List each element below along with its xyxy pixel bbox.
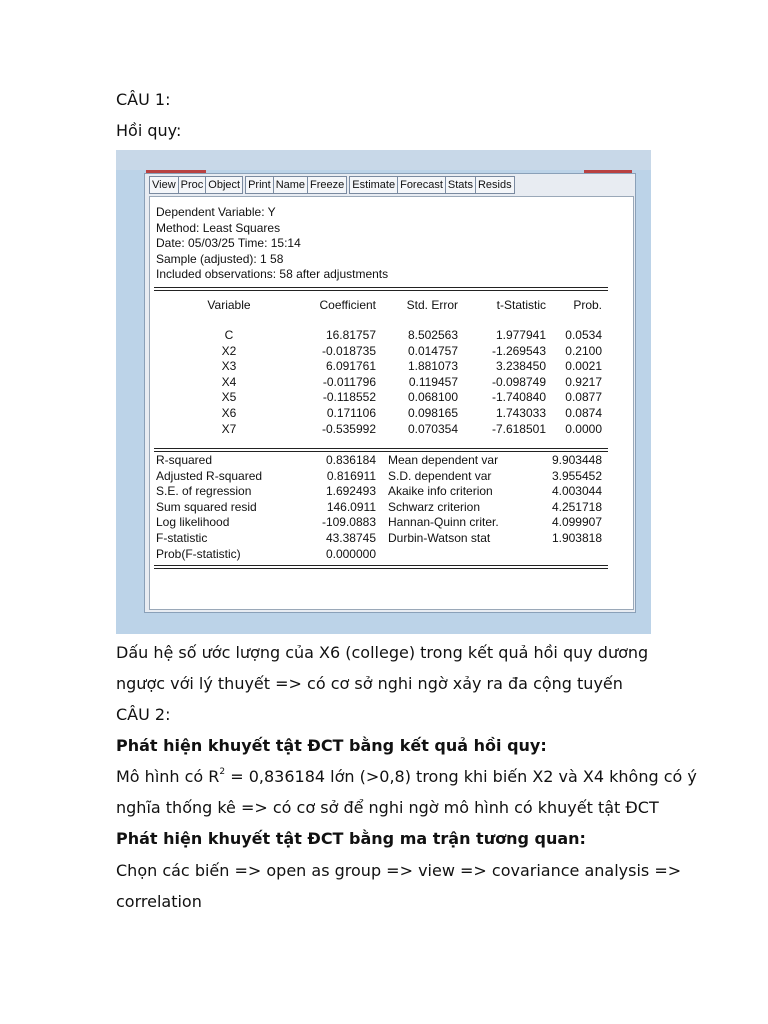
table-cell: 0.068100: [407, 390, 458, 405]
table-cell: 0.171106: [326, 406, 376, 420]
variable-name: X6: [221, 406, 237, 420]
stat-label: Log likelihood: [156, 515, 230, 530]
column-header: Std. Error: [406, 298, 458, 312]
table-cell: 1.881073: [407, 359, 458, 374]
variable-name: X4: [221, 374, 237, 389]
stat-value: 1.903818: [551, 531, 602, 545]
table-cell: 0.0000: [565, 421, 602, 436]
table-cell: 1.743033: [495, 406, 546, 420]
stat-label: Durbin-Watson stat: [388, 531, 491, 545]
r2-line-1: [116, 767, 728, 787]
table-cell: 0.0021: [565, 359, 602, 374]
stat-label: Mean dependent var: [388, 453, 499, 467]
stat-value: 4.251718: [551, 499, 602, 514]
table-cell: 0.0534: [565, 328, 602, 342]
eviews-screenshot: [116, 150, 651, 634]
column-header: Coefficient: [319, 298, 376, 312]
r2-line-2: nghĩa thống kê => có cơ sở để nghi ngờ mô hình có khuyết tật ĐCT: [116, 798, 659, 817]
r2-text-after: = 0,836184 lớn (>0,8) trong khi biến X2 và X4 không có ý: [225, 767, 697, 786]
table-cell: -7.618501: [491, 421, 546, 436]
toolbar-button-view[interactable]: View: [149, 176, 179, 194]
table-rule: [154, 287, 608, 288]
output-header-line: Included observations: 58 after adjustments: [156, 267, 389, 282]
table-rule: [154, 448, 608, 449]
table-cell: 0.098165: [407, 406, 458, 420]
toolbar-button-estimate[interactable]: Estimate: [349, 176, 398, 194]
column-header: t-Statistic: [496, 298, 546, 312]
equation-toolbar: [149, 176, 517, 194]
table-cell: -0.098749: [491, 374, 546, 389]
stat-value: 0.816911: [326, 468, 376, 483]
table-cell: 0.2100: [565, 343, 602, 358]
table-cell: 1.977941: [495, 328, 546, 342]
detect-regression-heading: Phát hiện khuyết tật ĐCT bằng kết quả hồi quy:: [116, 736, 547, 755]
table-cell: -0.118552: [322, 390, 376, 405]
output-header-line: Dependent Variable: Y: [156, 205, 276, 219]
toolbar-button-print[interactable]: Print: [245, 176, 274, 194]
stat-value: 4.099907: [551, 515, 602, 530]
toolbar-group: [245, 176, 346, 194]
stat-value: 9.903448: [551, 453, 602, 467]
table-cell: -0.018735: [321, 343, 376, 358]
toolbar-button-stats[interactable]: Stats: [445, 176, 476, 194]
stat-value: 146.0911: [326, 499, 376, 514]
steps-line-1: Chọn các biến => open as group => view => covariance analysis =>: [116, 861, 682, 880]
table-rule: [154, 565, 608, 566]
stat-label: Hannan-Quinn criter.: [388, 515, 499, 530]
stat-value: 1.692493: [325, 484, 376, 499]
toolbar-group: [349, 176, 513, 194]
variable-name: X2: [221, 343, 237, 358]
table-cell: 16.81757: [325, 328, 376, 342]
comment-line-2: ngược với lý thuyết => có cơ sở nghi ngờ xảy ra đa cộng tuyến: [116, 674, 623, 693]
regression-label: Hồi quy:: [116, 121, 182, 140]
table-cell: -1.740840: [491, 390, 546, 405]
column-header: Prob.: [573, 298, 602, 312]
stat-value: 0.836184: [325, 453, 376, 467]
stat-label: Prob(F-statistic): [156, 546, 241, 561]
toolbar-button-resids[interactable]: Resids: [475, 176, 515, 194]
q1-heading: CÂU 1:: [116, 90, 171, 109]
detect-correlation-heading: Phát hiện khuyết tật ĐCT bằng ma trận tương quan:: [116, 829, 586, 848]
column-header: Variable: [207, 298, 251, 312]
q2-heading: CÂU 2:: [116, 705, 171, 724]
stat-label: Akaike info criterion: [388, 484, 493, 499]
variable-name: X7: [221, 421, 237, 436]
stat-value: 43.38745: [325, 531, 376, 545]
table-cell: 0.014757: [407, 343, 458, 358]
toolbar-button-object[interactable]: Object: [205, 176, 243, 194]
comment-line-1: Dấu hệ số ước lượng của X6 (college) trong kết quả hồi quy dương: [116, 643, 649, 662]
table-cell: 8.502563: [407, 328, 458, 342]
table-rule: [154, 568, 608, 569]
toolbar-button-forecast[interactable]: Forecast: [397, 176, 446, 194]
steps-line-2: correlation: [116, 892, 202, 911]
stat-value: 3.955452: [551, 468, 602, 483]
table-rule: [154, 451, 608, 452]
variable-name: C: [224, 328, 234, 342]
stat-value: 4.003044: [551, 484, 602, 499]
screenshot-top-bar: [116, 150, 651, 170]
table-cell: 3.238450: [495, 359, 546, 374]
stat-value: 0.000000: [325, 546, 376, 561]
table-cell: 0.119457: [408, 374, 458, 389]
table-cell: 0.0877: [565, 390, 602, 405]
toolbar-button-freeze[interactable]: Freeze: [307, 176, 347, 194]
stat-label: R-squared: [156, 453, 213, 467]
variable-name: X3: [221, 359, 237, 374]
toolbar-button-proc[interactable]: Proc: [178, 176, 207, 194]
table-cell: 0.070354: [407, 421, 458, 436]
stat-label: Sum squared resid: [156, 499, 257, 514]
stat-label: S.D. dependent var: [388, 468, 492, 483]
table-cell: -0.535992: [321, 421, 376, 436]
table-cell: 0.0874: [565, 406, 602, 420]
stat-value: -109.0883: [321, 515, 376, 530]
table-cell: 0.9217: [565, 374, 602, 389]
variable-name: X5: [221, 390, 237, 405]
equation-window: [144, 173, 636, 613]
output-header-line: Method: Least Squares: [156, 220, 281, 235]
table-cell: -0.011796: [322, 374, 376, 389]
output-header-line: Sample (adjusted): 1 58: [156, 251, 284, 266]
table-cell: 6.091761: [325, 359, 376, 374]
r2-text-before: Mô hình có R: [116, 767, 220, 786]
stat-label: S.E. of regression: [156, 484, 252, 499]
table-rule: [154, 290, 608, 291]
table-cell: -1.269543: [491, 343, 546, 358]
toolbar-group: [149, 176, 242, 194]
r2-superscript: 2: [219, 766, 226, 777]
stat-label: Schwarz criterion: [388, 499, 481, 514]
stat-label: F-statistic: [156, 531, 208, 545]
output-header-line: Date: 05/03/25 Time: 15:14: [156, 236, 301, 251]
stat-label: Adjusted R-squared: [156, 468, 263, 483]
regression-output: [149, 196, 634, 610]
toolbar-button-name[interactable]: Name: [273, 176, 308, 194]
